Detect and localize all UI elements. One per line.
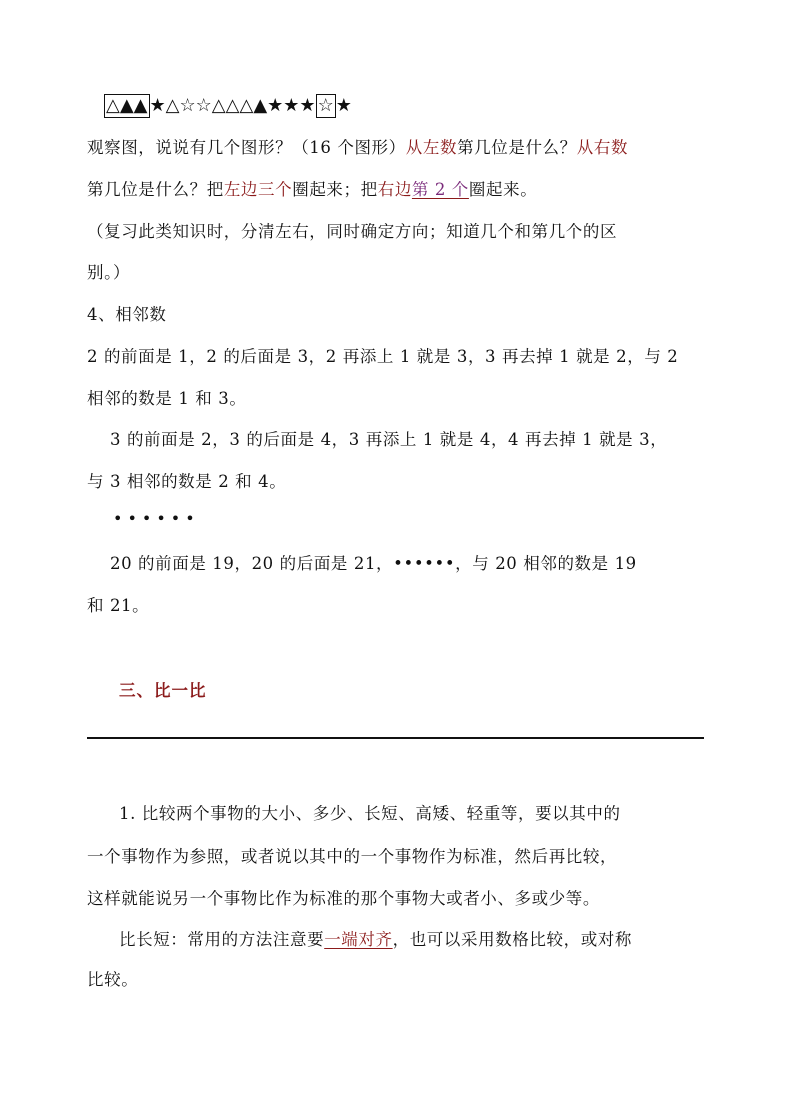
length-compare-line1 xyxy=(119,928,632,952)
example-3-line2: 与 3 相邻的数是 2 和 4。 xyxy=(87,472,287,491)
horizontal-divider xyxy=(87,737,704,739)
review-note-line1: （复习此类知识时，分清左右，同时确定方向；知道几个和第几个的区 xyxy=(87,222,618,241)
example-2-line1: 2 的前面是 1，2 的后面是 3，2 再添上 1 就是 3，3 再去掉 1 就是 2，与 2 xyxy=(87,347,679,366)
text-segment: 圈起来；把 xyxy=(292,180,378,199)
review-note-line2: 别。） xyxy=(87,263,131,282)
boxed-shapes-left: △▲▲ xyxy=(106,95,148,116)
section-heading-compare: 三、比一比 xyxy=(119,681,207,700)
paragraph-observe-line1 xyxy=(87,136,628,160)
example-3-line1: 3 的前面是 2，3 的后面是 4，3 再添上 1 就是 4，4 再去掉 1 就是 3， xyxy=(110,430,668,449)
text-segment: 比长短：常用的方法注意要 xyxy=(119,930,325,949)
highlight-from-left: 从左数 xyxy=(405,138,458,157)
highlight-right-side: 右边 xyxy=(377,180,412,199)
paragraph-observe-line2 xyxy=(87,178,537,202)
compare-paragraph-line2: 一个事物作为参照，或者说以其中的一个事物作为标准，然后再比较， xyxy=(87,847,618,866)
text-segment: 圈起来。 xyxy=(468,180,538,199)
boxed-shape-right: ☆ xyxy=(317,95,334,116)
example-20-line1: 20 的前面是 19，20 的后面是 21，••••••，与 20 相邻的数是 19 xyxy=(110,554,637,573)
example-2-line2: 相邻的数是 1 和 3。 xyxy=(87,389,247,408)
highlight-second: 第 2 个 xyxy=(411,180,469,199)
length-compare-line2: 比较。 xyxy=(87,970,139,989)
highlight-left-three: 左边三个 xyxy=(223,180,293,199)
compare-paragraph-line3: 这样就能说另一个事物比作为标准的那个事物大或者小、多或少等。 xyxy=(87,889,600,908)
ellipsis-dots: •••••• xyxy=(113,509,200,528)
text-segment: 观察图，说说有几个图形？（16 个图形） xyxy=(87,138,406,157)
section-title-adjacent-numbers: 4、相邻数 xyxy=(87,305,167,324)
shapes-end: ★ xyxy=(335,95,352,116)
highlight-align-one-end: 一端对齐 xyxy=(324,930,393,949)
compare-paragraph-line1: 1. 比较两个事物的大小、多少、长短、高矮、轻重等，要以其中的 xyxy=(119,804,621,823)
shape-sequence xyxy=(104,93,352,119)
text-segment: 第几位是什么？把 xyxy=(87,180,224,199)
shapes-middle: ★△☆☆△△△▲★★★ xyxy=(149,95,316,116)
text-segment: 第几位是什么？ xyxy=(457,138,577,157)
example-20-line2: 和 21。 xyxy=(87,596,150,615)
text-segment: ，也可以采用数格比较，或对称 xyxy=(392,930,633,949)
highlight-from-right: 从右数 xyxy=(576,138,629,157)
